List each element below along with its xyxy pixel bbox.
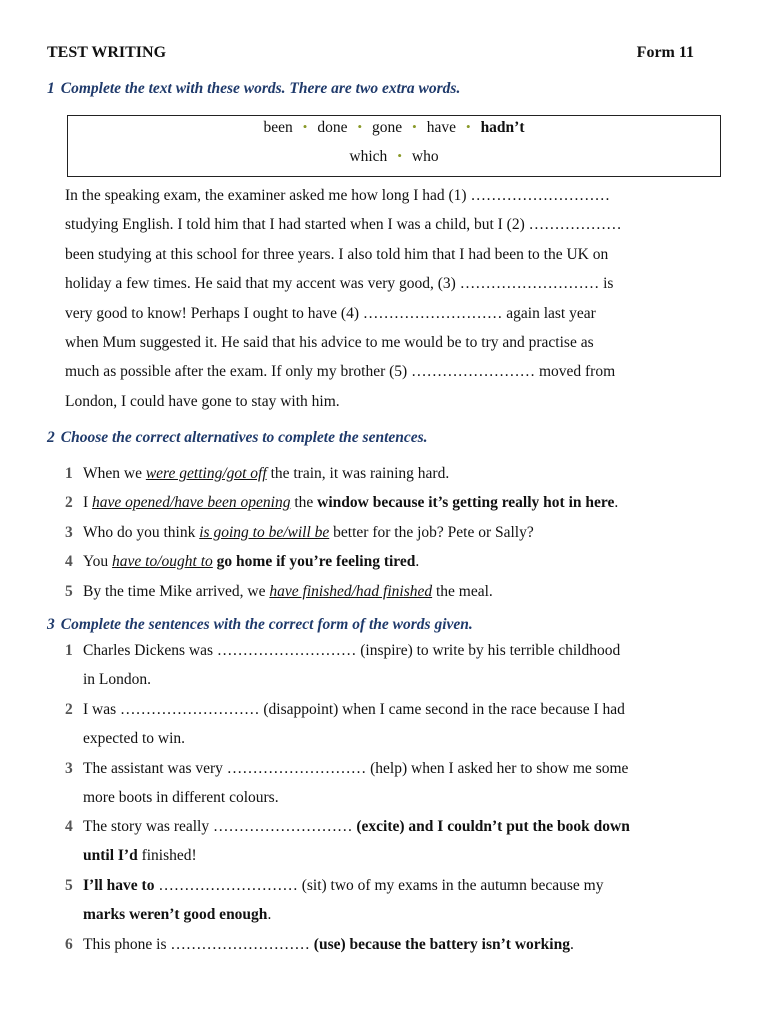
text-line: London, I could have gone to stay with him. bbox=[65, 392, 340, 410]
item-text: the bbox=[290, 494, 318, 511]
item-text: in London. bbox=[83, 671, 152, 689]
bullet-dot: • bbox=[397, 148, 402, 163]
exercise-3-item-4 bbox=[65, 812, 630, 871]
exercise-1-heading bbox=[47, 80, 460, 98]
item-text: You bbox=[83, 553, 113, 570]
item-text-bold: window because it’s getting really hot in here bbox=[317, 494, 615, 511]
exercise-2-heading bbox=[47, 429, 428, 447]
item-text: I was ……………………… (disappoint) when I came second in the race because I had bbox=[83, 701, 625, 718]
word-who: who bbox=[411, 148, 439, 165]
item-number: 2 bbox=[65, 701, 73, 718]
word-gone: gone bbox=[372, 119, 403, 136]
word-which: which bbox=[349, 148, 388, 165]
item-text: . bbox=[267, 906, 272, 924]
exercise-2-item-3 bbox=[65, 524, 534, 542]
exercise-2-item-5 bbox=[65, 583, 493, 601]
item-number: 5 bbox=[65, 583, 73, 600]
item-text-bold: go home if you’re feeling tired bbox=[216, 553, 416, 570]
text-line: studying English. I told him that I had started when I was a child, but I (2) ……………… bbox=[65, 216, 622, 234]
item-text: better for the job? Pete or Sally? bbox=[329, 524, 534, 541]
alternatives-choice: have to/ought to bbox=[112, 553, 213, 570]
exercise-2-item-2 bbox=[65, 494, 618, 512]
alternatives-choice: were getting/got off bbox=[145, 465, 267, 482]
bullet-dot: • bbox=[302, 119, 308, 134]
item-text: more boots in different colours. bbox=[83, 789, 279, 807]
exercise-2-instruction: Choose the correct alternatives to complete the sentences. bbox=[60, 429, 428, 446]
item-text: finished! bbox=[137, 847, 197, 865]
text-line: In the speaking exam, the examiner asked me how long I had (1) ……………………… bbox=[65, 187, 610, 204]
bullet-dot: • bbox=[412, 119, 417, 134]
item-text-bold: until I’d bbox=[83, 847, 138, 865]
exercise-1-text bbox=[65, 181, 725, 416]
exercise-3-instruction: Complete the sentences with the correct form of the words given. bbox=[60, 616, 473, 633]
item-text: This phone is ……………………… bbox=[83, 936, 314, 953]
word-box bbox=[67, 115, 721, 177]
item-text: The story was really ……………………… bbox=[83, 818, 357, 835]
exercise-3-number: 3 bbox=[47, 616, 55, 633]
item-text-bold: (excite) and I couldn’t put the book down bbox=[356, 818, 630, 835]
item-text-bold: (use) because the battery isn’t working bbox=[313, 936, 570, 953]
word-row-2 bbox=[68, 148, 720, 166]
alternatives-choice: is going to be/will be bbox=[199, 524, 330, 541]
item-text: By the time Mike arrived, we bbox=[83, 583, 270, 600]
item-number: 5 bbox=[65, 877, 73, 894]
exercise-2-number: 2 bbox=[47, 429, 55, 446]
exercise-3-heading bbox=[47, 616, 473, 634]
item-text: The assistant was very ……………………… (help) when I asked her to show me some bbox=[83, 760, 629, 777]
exercise-2-item-4 bbox=[65, 553, 419, 571]
item-text: ……………………… (sit) two of my exams in the autumn because my bbox=[154, 877, 604, 894]
item-text: expected to win. bbox=[83, 730, 186, 748]
exercise-3-item-1 bbox=[65, 636, 620, 695]
item-number: 1 bbox=[65, 465, 73, 482]
text-line: much as possible after the exam. If only my brother (5) …………………… moved from bbox=[65, 363, 616, 381]
item-number: 1 bbox=[65, 642, 73, 659]
word-done: done bbox=[317, 119, 348, 136]
item-number: 3 bbox=[65, 760, 73, 777]
text-line: holiday a few times. He said that my accent was very good, (3) ……………………… is bbox=[65, 275, 614, 293]
item-number: 3 bbox=[65, 524, 73, 541]
item-text: Charles Dickens was ……………………… (inspire) to write by his terrible childhood bbox=[83, 642, 621, 659]
exercise-2-item-1 bbox=[65, 465, 449, 483]
page-header bbox=[47, 44, 694, 62]
item-text: I bbox=[83, 494, 93, 511]
exercise-3-item-5 bbox=[65, 871, 603, 930]
item-text: . bbox=[614, 494, 619, 511]
bullet-dot: • bbox=[357, 119, 363, 134]
item-text: . bbox=[569, 936, 574, 953]
item-text: When we bbox=[83, 465, 146, 482]
exercise-3-item-6 bbox=[65, 930, 574, 959]
word-been: been bbox=[263, 119, 293, 136]
item-number: 2 bbox=[65, 494, 73, 511]
item-text-bold: I’ll have to bbox=[83, 877, 155, 894]
word-hadnt: hadn’t bbox=[480, 119, 525, 136]
item-text: the train, it was raining hard. bbox=[266, 465, 450, 482]
item-number: 4 bbox=[65, 553, 73, 570]
item-number: 6 bbox=[65, 936, 73, 953]
form-number: Form 11 bbox=[636, 44, 694, 61]
bullet-dot: • bbox=[466, 119, 471, 134]
text-line: when Mum suggested it. He said that his advice to me would be to try and practise as bbox=[65, 333, 594, 351]
item-text: Who do you think bbox=[83, 524, 200, 541]
text-line: very good to know! Perhaps I ought to have (4) ……………………… again last year bbox=[65, 304, 596, 322]
exercise-1-number: 1 bbox=[47, 80, 55, 97]
item-text: the meal. bbox=[432, 583, 493, 600]
test-title: TEST WRITING bbox=[47, 44, 167, 61]
alternatives-choice: have finished/had finished bbox=[269, 583, 433, 600]
word-have: have bbox=[426, 119, 456, 136]
text-line: been studying at this school for three years. I also told him that I had been to the UK on bbox=[65, 245, 609, 263]
exercise-3-item-2 bbox=[65, 695, 625, 754]
item-text-bold: marks weren’t good enough bbox=[83, 906, 268, 924]
item-text: . bbox=[415, 553, 420, 570]
alternatives-choice: have opened/have been opening bbox=[92, 494, 291, 511]
exercise-3-item-3 bbox=[65, 754, 628, 813]
exercise-1-instruction: Complete the text with these words. There are two extra words. bbox=[60, 80, 461, 97]
item-number: 4 bbox=[65, 818, 73, 835]
word-row-1 bbox=[68, 119, 720, 137]
